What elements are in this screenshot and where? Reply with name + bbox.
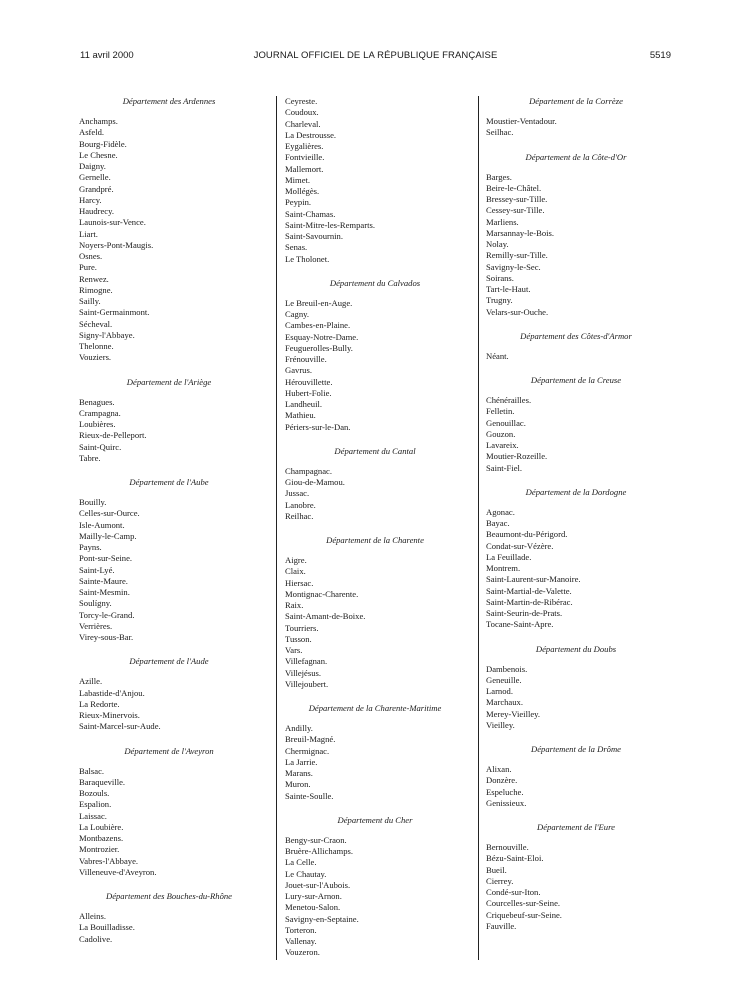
commune-item: Dambenois. [486, 663, 528, 674]
commune-item: Le Chautay. [285, 868, 327, 879]
commune-item: Frénouville. [285, 354, 327, 364]
commune-list [486, 395, 666, 474]
commune-item: Pont-sur-Seine. [79, 553, 133, 564]
commune-item: Felletin. [486, 406, 515, 417]
commune-item: Gavrus. [285, 365, 312, 376]
commune-item: Muron. [285, 779, 311, 790]
column-2 [285, 96, 465, 972]
commune-item: Bozouls. [79, 788, 110, 798]
commune-item: Bouilly. [79, 497, 107, 507]
commune-item: Le Tholonet. [285, 253, 330, 264]
department-heading: Département des Bouches-du-Rhône [105, 891, 232, 901]
commune-item: Asfeld. [79, 127, 105, 138]
commune-item: La Celle. [285, 857, 317, 868]
column-1 [79, 96, 259, 958]
commune-item: Loubières. [79, 419, 116, 429]
commune-item: Lavareix. [486, 440, 519, 450]
commune-item: Saint-Marcel-sur-Aude. [79, 721, 161, 732]
commune-item: Moutier-Rozeille. [486, 451, 548, 462]
commune-item: Barges. [486, 171, 512, 182]
commune-item: Launois-sur-Vence. [79, 217, 146, 228]
commune-item: Soulígny. [79, 598, 112, 609]
department-heading: Département de la Corrèze [529, 96, 623, 106]
commune-item: Eygalières. [285, 141, 324, 151]
commune-item: Gernelle. [79, 172, 111, 183]
department-section [79, 377, 259, 465]
commune-item: Geneuille. [486, 674, 522, 685]
commune-list [486, 507, 666, 631]
commune-item: Moustier-Ventadour. [486, 116, 557, 126]
commune-item: Anchamps. [79, 116, 118, 126]
commune-item: Espeluche. [486, 786, 524, 797]
commune-item: Agonac. [486, 506, 515, 517]
department-section [79, 477, 259, 643]
department-section [486, 96, 666, 139]
commune-item: La Bouilladisse. [79, 922, 135, 933]
department-section [79, 891, 259, 945]
commune-item: Claix. [285, 566, 306, 577]
commune-item: Alixan. [486, 764, 512, 774]
commune-item: Pure. [79, 262, 97, 273]
commune-item: Benagues. [79, 396, 115, 407]
commune-item: Balsac. [79, 765, 105, 776]
department-section [285, 96, 465, 265]
commune-item: Nolay. [486, 239, 509, 249]
commune-item: Soirans. [486, 272, 514, 283]
commune-item: Saint-Seurin-de-Prats. [486, 608, 563, 618]
commune-item: Breuil-Magné. [285, 734, 336, 745]
department-heading: Département du Cantal [334, 445, 416, 456]
commune-item: Genouillac. [486, 417, 526, 428]
commune-item: Celles-sur-Ource. [79, 508, 140, 519]
commune-item: Montbazens. [79, 833, 124, 843]
journal-title: JOURNAL OFFICIEL DE LA RÉPUBLIQUE FRANÇAISE [253, 50, 498, 61]
commune-item: Vars. [285, 645, 303, 655]
commune-item: Saint-Savournin. [285, 231, 344, 241]
commune-item: Rimogne. [79, 284, 113, 295]
department-heading: Département de la Charente-Maritime [308, 703, 442, 713]
commune-item: Vallenay. [285, 936, 317, 946]
commune-item: Aigre. [285, 555, 307, 565]
commune-item: Montrozier. [79, 844, 120, 855]
commune-item: Laissac. [79, 810, 107, 821]
commune-item: Beire-le-Châtel. [486, 182, 542, 193]
department-section [79, 96, 259, 364]
commune-list [285, 466, 465, 522]
commune-item: Villefagnan. [285, 656, 328, 667]
commune-list [486, 116, 666, 139]
page-number: 5519 [649, 50, 671, 61]
header-date: 11 avril 2000 [80, 50, 134, 61]
department-heading: Département de l'Aveyron [124, 745, 214, 756]
commune-item: Bruère-Allichamps. [285, 846, 354, 856]
commune-item: Rieux-de-Pelleport. [79, 430, 147, 441]
department-heading: Département du Cher [337, 814, 413, 825]
commune-item: Le Breuil-en-Auge. [285, 297, 353, 308]
department-heading: Département de la Drôme [531, 744, 621, 754]
commune-item: Reilhac. [285, 510, 314, 521]
commune-item: Marliens. [486, 216, 519, 227]
commune-item: Peypin. [285, 197, 312, 208]
department-section [486, 744, 666, 809]
commune-item: Larnod. [486, 686, 513, 696]
commune-item: Saint-Fiel. [486, 462, 523, 473]
commune-item: Condé-sur-Iton. [486, 887, 541, 897]
commune-list [79, 676, 259, 732]
commune-list [486, 351, 666, 362]
commune-item: Saint-Germainmont. [79, 307, 150, 318]
commune-item: Ceyreste. [285, 96, 318, 106]
commune-item: Jouet-sur-l'Aubois. [285, 879, 351, 890]
commune-item: Cierrey. [486, 875, 514, 886]
commune-item: Daigny. [79, 161, 106, 171]
commune-list [486, 664, 666, 732]
department-section [285, 815, 465, 959]
commune-list [486, 172, 666, 318]
commune-item: Tart-le-Haut. [486, 284, 531, 294]
commune-item: La Redorte. [79, 698, 120, 709]
commune-item: Hiersac. [285, 577, 314, 588]
commune-item: Raix. [285, 600, 304, 610]
commune-item: Trugny. [486, 295, 513, 306]
commune-item: Fontvieille. [285, 152, 325, 163]
commune-item: Hérouvillette. [285, 376, 333, 387]
commune-item: Sailly. [79, 296, 101, 306]
commune-item: Liart. [79, 228, 98, 239]
commune-item: Villejésus. [285, 667, 322, 678]
commune-item: Criquebeuf-sur-Seine. [486, 909, 562, 920]
commune-item: Saint-Amant-de-Boixe. [285, 611, 366, 622]
department-section [486, 331, 666, 362]
commune-item: Saint-Mesmin. [79, 587, 130, 597]
department-heading: Département de la Dordogne [525, 486, 627, 497]
column-divider [276, 96, 277, 960]
commune-item: Vabres-l'Abbaye. [79, 855, 139, 866]
commune-item: Bayac. [486, 518, 510, 528]
commune-item: Champagnac. [285, 465, 333, 476]
commune-item: Mathieu. [285, 410, 316, 421]
commune-item: Cagny. [285, 309, 310, 319]
commune-item: Payns. [79, 542, 102, 552]
commune-item: Lanobre. [285, 499, 316, 510]
department-heading: Département des Côtes-d'Armor [520, 330, 632, 341]
commune-item: Le Chesne. [79, 149, 118, 160]
commune-item: Thelonne. [79, 341, 114, 351]
commune-item: Coudoux. [285, 107, 319, 118]
commune-item: Marchaux. [486, 697, 523, 708]
commune-item: Saint-Lyé. [79, 564, 115, 575]
commune-item: Cadolive. [79, 933, 113, 944]
commune-item: Remilly-sur-Tille. [486, 250, 548, 261]
department-section [79, 746, 259, 879]
commune-item: Saint-Quirc. [79, 441, 122, 452]
commune-item: Giou-de-Mamou. [285, 477, 345, 487]
commune-item: Sécheval. [79, 318, 113, 329]
column-3 [486, 96, 666, 945]
commune-item: La Destrousse. [285, 129, 337, 140]
commune-item: Charleval. [285, 118, 321, 129]
department-heading: Département de l'Ariège [126, 376, 212, 387]
department-heading: Département de la Côte-d'Or [525, 151, 627, 162]
commune-item: Baraqueville. [79, 776, 126, 787]
commune-item: Saint-Laurent-sur-Manoire. [486, 574, 581, 585]
department-heading: Département de la Charente [326, 535, 424, 545]
commune-item: Montignac-Charente. [285, 588, 359, 599]
commune-list [486, 842, 666, 932]
commune-item: Gouzon. [486, 428, 516, 439]
commune-item: Bengy-sur-Craon. [285, 834, 347, 845]
department-heading: Département de l'Aude [129, 656, 209, 667]
commune-item: Bourg-Fidèle. [79, 138, 127, 149]
commune-item: Savigny-le-Sec. [486, 261, 541, 272]
department-section [486, 152, 666, 318]
commune-item: Andilly. [285, 723, 313, 733]
commune-item: Crampagna. [79, 407, 121, 418]
commune-item: Vouzeron. [285, 947, 320, 958]
commune-item: Azille. [79, 676, 103, 687]
department-section [486, 644, 666, 732]
commune-item: Tourriers. [285, 622, 319, 633]
commune-item: Mailly-le-Camp. [79, 530, 137, 541]
commune-list [79, 911, 259, 945]
commune-list [285, 96, 465, 265]
commune-item: Rieux-Minervois. [79, 710, 140, 720]
commune-list [79, 497, 259, 643]
commune-item: Feuguerolles-Bully. [285, 342, 353, 353]
commune-item: Espalion. [79, 799, 112, 810]
commune-item: Landheuil. [285, 399, 322, 409]
department-section [285, 703, 465, 802]
commune-item: Haudrecy. [79, 206, 114, 216]
commune-item: Menetou-Salon. [285, 902, 341, 913]
department-heading: Département de la Creuse [530, 375, 622, 385]
department-section [285, 535, 465, 690]
commune-item: Sainte-Maure. [79, 575, 128, 586]
commune-item: Marans. [285, 768, 313, 778]
commune-item: Courcelles-sur-Seine. [486, 898, 561, 909]
commune-list [285, 555, 465, 690]
commune-item: Sainte-Soulle. [285, 790, 334, 801]
commune-item: Seilhac. [486, 127, 514, 138]
commune-item: Bézu-Saint-Eloi. [486, 853, 544, 864]
department-heading: Département du Doubs [535, 643, 617, 654]
commune-item: Mimet. [285, 174, 311, 185]
commune-item: Saint-Chamas. [285, 208, 336, 219]
commune-item: Chermignac. [285, 745, 330, 756]
commune-list [285, 835, 465, 959]
commune-list [79, 116, 259, 364]
department-heading: Département du Calvados [329, 277, 421, 288]
department-heading: Département de l'Eure [537, 822, 615, 832]
commune-item: Beaumont-du-Périgord. [486, 529, 568, 540]
commune-item: Saint-Mitre-les-Remparts. [285, 219, 375, 230]
commune-item: La Loubière. [79, 821, 124, 832]
commune-item: La Jarrie. [285, 756, 318, 767]
commune-item: Bueil. [486, 864, 507, 875]
department-section [79, 656, 259, 732]
commune-list [285, 723, 465, 802]
commune-item: Genissieux. [486, 797, 527, 808]
commune-item: Mollégès. [285, 186, 320, 196]
commune-item: Merey-Vieilley. [486, 708, 541, 719]
commune-item: Noyers-Pont-Maugis. [79, 239, 154, 250]
commune-item: Saint-Martial-de-Valette. [486, 585, 572, 596]
commune-item: Torteron. [285, 924, 317, 935]
commune-item: Mallemort. [285, 163, 324, 174]
commune-item: Labastide-d'Anjou. [79, 687, 145, 698]
commune-item: Bernouville. [486, 842, 529, 852]
commune-item: Condat-sur-Vézère. [486, 540, 554, 551]
department-section [486, 487, 666, 631]
commune-item: Renwez. [79, 273, 109, 284]
commune-item: Jussac. [285, 488, 310, 499]
commune-item: Montrem. [486, 563, 521, 573]
department-section [285, 446, 465, 522]
commune-item: Villejoubert. [285, 678, 329, 689]
commune-item: Isle-Aumont. [79, 519, 125, 530]
commune-item: Cessey-sur-Tille. [486, 205, 545, 216]
department-section [285, 278, 465, 433]
commune-item: Néant. [486, 350, 509, 361]
commune-list [486, 764, 666, 809]
commune-item: Savigny-en-Septaine. [285, 913, 359, 924]
commune-item: Esquay-Notre-Dame. [285, 331, 359, 342]
commune-item: Hubert-Folie. [285, 387, 332, 398]
department-heading: Département de l'Aube [129, 477, 209, 487]
commune-item: Torcy-le-Grand. [79, 609, 135, 620]
commune-item: Alleins. [79, 911, 106, 921]
commune-item: Fauville. [486, 920, 517, 931]
commune-item: Cambes-en-Plaine. [285, 320, 351, 331]
commune-item: Marsannay-le-Bois. [486, 227, 555, 238]
commune-item: Harcy. [79, 194, 102, 205]
commune-item: Tabre. [79, 452, 101, 463]
commune-item: Velars-sur-Ouche. [486, 306, 549, 317]
department-heading: Département des Ardennes [122, 96, 216, 106]
commune-item: Donzère. [486, 775, 518, 786]
commune-item: Signy-l'Abbaye. [79, 329, 135, 340]
commune-item: Tocane-Saint-Apre. [486, 619, 554, 630]
commune-item: Vouziers. [79, 352, 112, 363]
commune-item: Villeneuve-d'Aveyron. [79, 866, 157, 877]
commune-item: Chénérailles. [486, 395, 532, 405]
department-section [486, 822, 666, 932]
commune-item: Tusson. [285, 633, 312, 644]
commune-item: Lury-sur-Arnon. [285, 891, 342, 901]
commune-item: Verrières. [79, 620, 113, 631]
commune-item: La Feuillade. [486, 551, 532, 562]
commune-item: Bressey-sur-Tille. [486, 194, 548, 204]
commune-item: Virey-sous-Bar. [79, 632, 134, 642]
commune-item: Vieilley. [486, 719, 515, 730]
commune-item: Grandpré. [79, 183, 114, 194]
commune-list [285, 298, 465, 433]
commune-item: Saint-Martin-de-Ribérac. [486, 596, 573, 607]
page-header [80, 50, 671, 64]
commune-item: Senas. [285, 242, 308, 253]
commune-item: Osnes. [79, 251, 103, 261]
commune-list [79, 766, 259, 879]
department-section [486, 375, 666, 474]
commune-list [79, 397, 259, 465]
commune-item: Périers-sur-le-Dan. [285, 421, 351, 432]
column-divider [478, 96, 479, 960]
